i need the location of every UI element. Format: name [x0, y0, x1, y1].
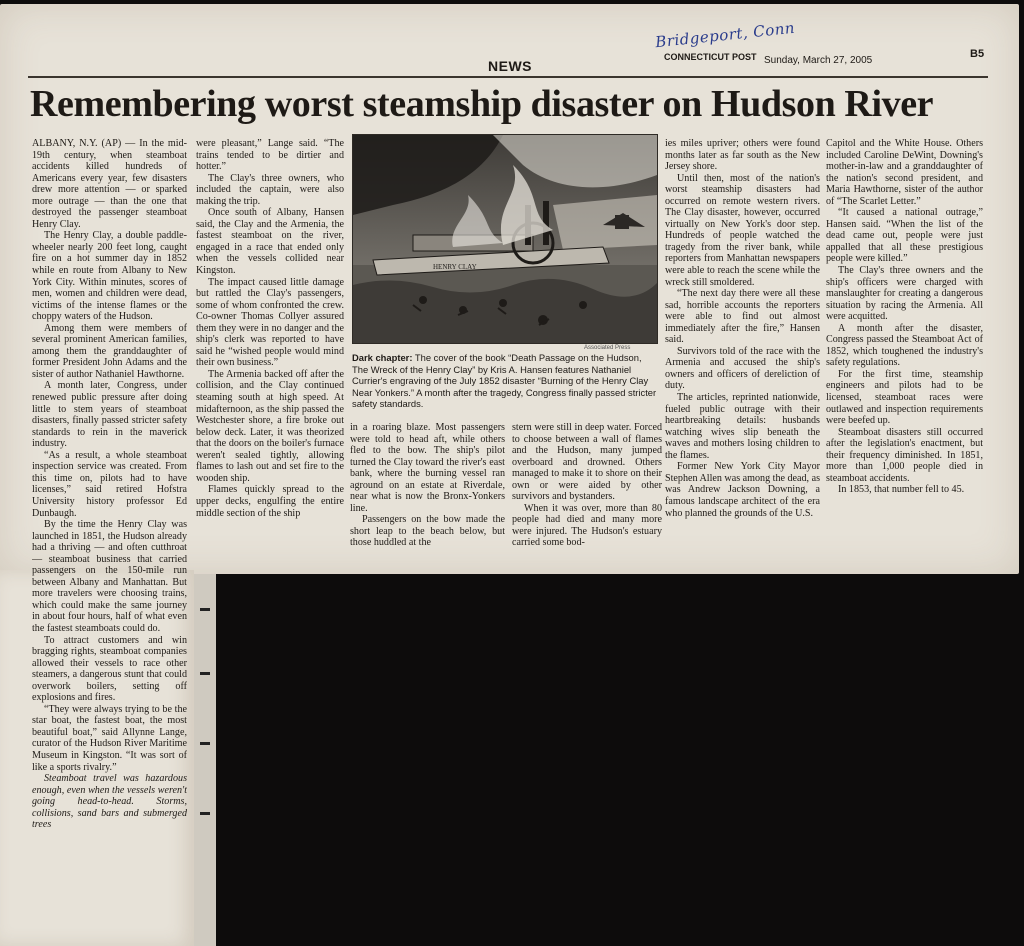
photo-caption: [352, 352, 658, 410]
paragraph: The articles, reprinted nationwide, fueled public outrage with their heartbreaking details: husbands watching wives slip beneath the waves and mothers losing children to the flames.: [665, 392, 820, 461]
header-rule: [28, 76, 988, 78]
paragraph: ALBANY, N.Y. (AP) — In the mid-19th century, when steamboat accidents killed hundreds of Americans every year, few disasters drew more attention — or sparked more outrage — than the one that destroyed the passenger steamboat Henry Clay.: [32, 138, 187, 230]
section-label: NEWS: [488, 58, 532, 74]
page-number: B5: [970, 48, 985, 60]
article-column-2: [196, 138, 344, 562]
edge-mark: [200, 742, 210, 745]
paragraph: The Clay's three owners, who included the captain, were also making the trip.: [196, 172, 344, 207]
paragraph: The Henry Clay, a double paddle-wheeler nearly 200 feet long, caught fire on a hot summer day in 1852 while en route from Albany to New York City. Within minutes, scores of men, women and children were dead, victims of the intense flames or the choppy waters of the Hudson.: [32, 230, 187, 323]
paragraph: in a roaring blaze. Most passengers were told to head aft, while others fled to the bow. The ship's pilot turned the Clay toward the river's east bank, where the burning vessel ran aground on an estate at Riverdale, near what is now the Bronx-Yonkers line.: [350, 422, 505, 514]
burning-steamboat-engraving: [353, 135, 657, 343]
paragraph: “It caused a national outrage,” Hansen said. “When the list of the dead came out, people were just appalled that all these prestigious people were killed.”: [826, 207, 983, 265]
edge-mark: [200, 812, 210, 815]
article-column-5: [665, 138, 820, 562]
edge-mark: [200, 672, 210, 675]
paragraph: were pleasant,” Lange said. “The trains tended to be dirtier and hotter.”: [196, 138, 344, 173]
paragraph: Until then, most of the nation's worst steamship disasters had occurred on remote western rivers. The Clay disaster, however, occurred virtually on New York's door step. Hundreds of people watched the tragedy from the river bank, while reporters from Manhattan newspapers were able to reach the scene while the wreck still smoldered.: [665, 172, 820, 288]
paragraph: “They were always trying to be the star boat, the fastest boat, the most beautiful boat,” said Allynne Lange, curator of the Hudson River Maritime Museum in Kingston. “It was sort of like a sports rivalry.”: [32, 703, 187, 773]
edge-mark: [200, 608, 210, 611]
paragraph: “The next day there were all these sad, horrible accounts the reporters were able to find out almost immediately after the fire,” Hansen said.: [665, 288, 820, 346]
handwritten-note: Bridgeport, Conn: [654, 18, 796, 52]
paragraph: Among them were members of several prominent American families, among them the granddaughter of former President John Adams and the sister of author Nathaniel Hawthorne.: [32, 322, 187, 380]
paragraph: The Clay's three owners and the ship's officers were charged with manslaughter for creating a dangerous situation by racing the Armenia. All were acquitted.: [826, 265, 983, 323]
publication-name: CONNECTICUT POST: [664, 52, 757, 62]
paragraph: Former New York City Mayor Stephen Allen was among the dead, as was Andrew Jackson Downing, a famous landscape architect of the era who planned the grounds of the U.S.: [665, 461, 820, 519]
paragraph: A month after the disaster, Congress passed the Steamboat Act of 1852, which toughened the industry's safety regulations.: [826, 322, 983, 369]
article-headline: Remembering worst steamship disaster on Hudson River: [30, 83, 934, 125]
caption-label: Dark chapter:: [352, 352, 413, 363]
paragraph: Survivors told of the race with the Armenia and accused the ship's owners and officers of dereliction of duty.: [665, 345, 820, 392]
paragraph: Passengers on the bow made the short leap to the beach below, but those huddled at the: [350, 514, 505, 549]
caption-text: The cover of the book “Death Passage on the Hudson, The Wreck of the Henry Clay” by Kris A. Hansen features Nathaniel Currier's engraving of the July 1852 disaster “Burning of the Henry Clay Near Yonkers.” A month after the tragedy, Congress finally passed stricter safety standards.: [352, 352, 657, 410]
paragraph: stern were still in deep water. Forced to choose between a wall of flames and the Hudson, many jumped overboard and drowned. Others managed to make it to shore on their own or were aided by other survivors and bystanders.: [512, 422, 662, 503]
page-edge-strip: [194, 574, 216, 946]
paragraph: Flames quickly spread to the upper decks, engulfing the entire middle section of the ship: [196, 484, 344, 519]
paragraph: Steamboat travel was hazardous enough, even when the vessels weren't going head-to-head. Storms, collisions, sand bars and submerged trees: [32, 773, 187, 831]
paragraph: The Armenia backed off after the collision, and the Clay continued steaming south at high speed. At midafternoon, as the ship passed the Westchester shore, a fire broke out below deck. Later, it was theorized that the doors on the boiler's furnace weren't sealed tightly, allowing flames to lash out and set fire to the wooden ship.: [196, 368, 344, 484]
publication-date: Sunday, March 27, 2005: [764, 55, 873, 66]
paragraph: The impact caused little damage but rattled the Clay's passengers, some of whom confronted the crew. Co-owner Thomas Collyer assured them they were in no danger and the ship's clerk was reported to have said he “wished people would mind their own business.”: [196, 276, 344, 369]
paragraph: Capitol and the White House. Others included Caroline DeWint, Downing's mother-in-law and a granddaughter of the nation's second president, and Maria Hawthorne, sister of the author of “The Scarlet Letter.”: [826, 138, 983, 207]
paragraph: Once south of Albany, Hansen said, the Clay and the Armenia, the fastest steamboat on the river, engaged in a race that ended only when the vessels collided near Kingston.: [196, 207, 344, 277]
paragraph: When it was over, more than 80 people had died and many more were injured. The Hudson's estuary carried some bod-: [512, 502, 662, 549]
article-column-1: [32, 138, 187, 946]
article-column-3: [350, 422, 505, 562]
article-column-4: [512, 422, 662, 562]
boat-name-label: HENRY CLAY: [433, 263, 477, 271]
paragraph: By the time the Henry Clay was launched in 1851, the Hudson already had a thriving — and often cutthroat — steamboat business that carried passengers on the 150-mile run between Albany and Manhattan. But more travelers were choosing trains, which could make the same journey in about four hours, half of what even the fastest steamboats could do.: [32, 519, 187, 634]
article-column-6: [826, 138, 983, 562]
paragraph: Steamboat disasters still occurred after the legislation's enactment, but their frequency diminished. In 1851, more than 1,000 people died in steamboat accidents.: [826, 426, 983, 484]
engraving-photo: [352, 134, 658, 344]
paragraph: A month later, Congress, under renewed public pressure after doing little to stem years of steamboat disasters, finally passed stricter safety standards to rein in the maverick industry.: [32, 380, 187, 450]
paragraph: In 1853, that number fell to 45.: [838, 484, 965, 496]
paragraph: For the first time, steamship engineers and pilots had to be licensed, steamboat races were outlawed and inspection requirements were beefed up.: [826, 368, 983, 427]
photo-credit: Associated Press: [584, 345, 631, 351]
paragraph: “As a result, a whole steamboat inspection service was created. From this time on, pilots had to have licenses,” said retired Hofstra University history professor Ed Dunbaugh.: [32, 449, 187, 519]
paragraph: ies miles upriver; others were found months later as far south as the New Jersey shore.: [665, 138, 820, 173]
paragraph: To attract customers and win bragging rights, steamboat companies allowed their vessels to race other steamers, a dangerous stunt that could overwork boilers, setting off explosions and fires.: [32, 634, 187, 704]
